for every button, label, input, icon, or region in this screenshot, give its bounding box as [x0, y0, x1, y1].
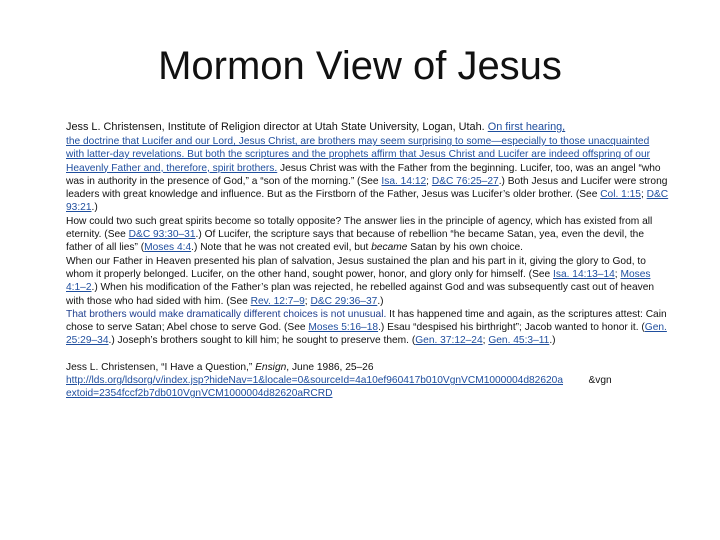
p2-text-4: Satan by his own choice.: [407, 242, 523, 254]
citation-text-1: Jess L. Christensen, “I Have a Question,”: [66, 361, 256, 373]
citation-url-link-a[interactable]: http://lds.org/ldsorg/v/index.jsp?hideNav=1&locale=0&sourceId=4a10ef960417b010VgnVCM1000004d82620a: [66, 375, 564, 387]
p2-text-3: .) Note that he was not created evil, but: [191, 242, 372, 254]
p4-text-3: .) Joseph’s brothers sought to kill him; he sought to preserve them. (: [108, 335, 416, 347]
p3-sep-1: ;: [614, 268, 621, 280]
ref-dc-29[interactable]: D&C 29:36–37: [310, 295, 378, 307]
citation-text-2: , June 1986, 25–26: [286, 361, 374, 373]
p1-sep-1: ;: [426, 175, 432, 187]
ref-dc-93-30[interactable]: D&C 93:30–31: [128, 229, 196, 241]
paragraph-1: [66, 135, 670, 215]
p2-text-2: .) Of Lucifer, the scripture says that because of rebellion “he became Satan, yea, even the devil, the father of all lies” (: [66, 229, 645, 254]
author-line: Jess L. Christensen, Institute of Religion director at Utah State University, Logan, Utah.: [66, 121, 485, 133]
p2-text-1: How could two such great spirits become so totally opposite? The answer lies in the principle of agency, which has existed from all eternity. (See: [66, 215, 653, 241]
p1-text-3: .): [91, 202, 98, 214]
ref-gen-25[interactable]: Gen. 25:29–34: [66, 322, 667, 347]
ref-isa-14-13[interactable]: Isa. 14:13–14: [553, 268, 615, 280]
citation: [66, 361, 670, 374]
paragraph-2: [66, 215, 670, 255]
ref-moses-5[interactable]: Moses 5:16–18: [308, 322, 379, 334]
p1-text-2: .) Both Jesus and Lucifer were strong leaders with great knowledge and influence. But as the Firstborn of the Father, Jesus was Lucifer’s older brother. (See: [66, 175, 668, 201]
author-heading: [66, 120, 670, 134]
ref-gen-37[interactable]: Gen. 37:12–24: [415, 335, 483, 347]
citation-journal: Ensign: [255, 361, 287, 373]
spacer: [66, 348, 670, 361]
ref-moses-4-4[interactable]: Moses 4:4: [144, 242, 192, 254]
ref-isa-14-12[interactable]: Isa. 14:12: [381, 175, 427, 187]
ref-dc-93-21[interactable]: D&C 93:21: [66, 189, 669, 214]
citation-url-link-b[interactable]: extoid=2354fccf2b7db010VgnVCM1000004d82620aRCRD: [66, 388, 333, 400]
p1-sep-2: ;: [640, 189, 647, 201]
slide-body: [66, 120, 670, 401]
slide-title: Mormon View of Jesus: [158, 44, 562, 88]
p3-text-2: .) When his modification of the Father’s plan was rejected, he rebelled against God and was subsequently cast out of heaven with those who had sided with him. (See: [66, 282, 655, 307]
p3-text-3: .): [377, 295, 384, 307]
article-title-link[interactable]: On first hearing,: [487, 121, 566, 133]
paragraph-4: [66, 308, 670, 348]
p2-italic: became: [371, 242, 408, 254]
p1-text-1: Jesus Christ was with the Father from the beginning. Lucifer, too, was an angel “who was in authority in the presence of God,” a “son of the morning.” (See: [66, 162, 661, 187]
citation-url-gap: &vgn: [563, 375, 612, 387]
paragraph-3: [66, 255, 670, 308]
p4-emphasis: That brothers would make dramatically different choices is not unusual.: [66, 308, 387, 320]
p4-text-1: It has happened time and again, as the scriptures attest: Cain chose to serve Satan; Abel chose to serve God. (See: [66, 308, 667, 334]
ref-rev-12[interactable]: Rev. 12:7–9: [250, 295, 305, 307]
p3-text-1: When our Father in Heaven presented his plan of salvation, Jesus sustained the plan and his part in it, giving the glory to God, to whom it properly belonged. Lucifer, on the other hand, sought power, honor, and glory only for himself. (See: [66, 255, 646, 280]
ref-moses-4-1[interactable]: Moses 4:1–2: [66, 268, 651, 294]
ref-dc-76[interactable]: D&C 76:25–27: [431, 175, 499, 187]
p4-sep: ;: [482, 335, 489, 347]
p4-text-4: .): [549, 335, 556, 347]
citation-url: [66, 374, 670, 401]
highlight-link[interactable]: the doctrine that Lucifer and our Lord, Jesus Christ, are brothers may seem surprising to some—especially to those unacquainted with latter-day revelations. But both the scriptures and the prophets affirm that Jesus Christ and Lucifer are indeed offspring of our Heavenly Father and, therefore, spirit brothers.: [66, 136, 651, 174]
p4-text-2: .) Esau “despised his birthright”; Jacob wanted to honor it. (: [378, 322, 645, 334]
p3-sep-2: ;: [304, 295, 311, 307]
ref-col-1-15[interactable]: Col. 1:15: [600, 189, 641, 201]
ref-gen-45[interactable]: Gen. 45:3–11: [488, 335, 550, 347]
